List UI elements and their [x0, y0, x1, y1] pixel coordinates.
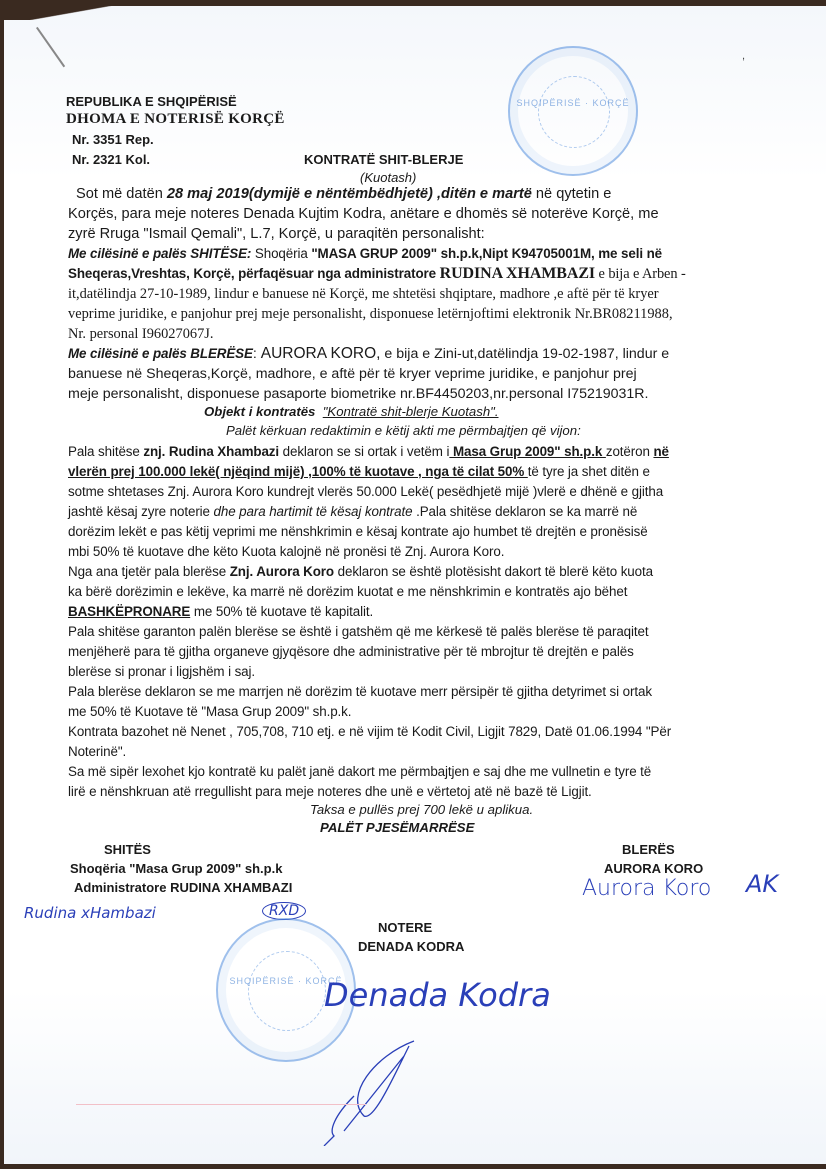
seller-line-3: it,datëlindja 27-10-1989, lindur e banuese në Korçë, me shtetësi shqiptare, madhore ,e aftë për të kryer [68, 286, 659, 302]
seller-line-2 [68, 264, 788, 284]
p1-line-1 [68, 442, 788, 462]
p2-l1-b: deklaron se është plotësisht dakort të blerë këto kuota [334, 564, 653, 579]
buyer-initials: AK [746, 870, 779, 898]
stamp-emblem [538, 76, 611, 149]
p1-line-4 [68, 502, 788, 522]
buyer-label: Me cilësinë e palës BLERËSE [68, 346, 253, 361]
p2-l1-a: Nga ana tjetër pala blerëse [68, 564, 230, 579]
seller-role: SHITËS [104, 842, 151, 857]
p6-line-1: Sa më sipër lexohet kjo kontratë ku palët janë dakort me përmbajtjen e saj dhe me vullnetin e tyre të [68, 764, 652, 779]
p1-share-value: vlerën prej 100.000 lekë( njëqind mijë) ,100% të kuotave , nga të cilat 50% [68, 464, 528, 479]
stamp-text-bottom: SHQIPËRISË · KORÇË [229, 976, 343, 986]
buyer-name: AURORA KORO, [260, 345, 381, 362]
intro-line-3: zyrë Rruga "Ismail Qemali", L.7, Korçë, u paraqitën personalisht: [68, 226, 485, 242]
object-intro: Palët kërkuan redaktimin e këtij akti me përmbajtjen që vijon: [226, 423, 581, 438]
p1-line-3: sotme shtetases Znj. Aurora Koro kundrejt vlerës 50.000 Lekë( pesëdhjetë mijë )vlerë e dhënë e gjitha [68, 484, 664, 499]
seller-initials: RXD [262, 902, 306, 920]
buyer-role: BLERËS [622, 842, 675, 857]
contract-object [204, 404, 499, 419]
p1-line-5: dorëzim lekët e pas këtij veprimi me nënshkrimin e kësaj kontrate ajo humbet të drejtën e pronësisë [68, 524, 648, 539]
p4-line-2: me 50% të Kuotave të "Masa Grup 2009" sh.p.k. [68, 704, 352, 719]
p1-seller-name: znj. Rudina Xhambazi [143, 444, 280, 459]
buyer-line-2: banuese në Sheqeras,Korçë, madhore, e aftë për të kryer veprime juridike, e panjohur prej [68, 366, 637, 382]
notary-flourish [314, 1036, 434, 1146]
intro-line-1 [76, 184, 788, 204]
notary-name: DENADA KODRA [358, 939, 465, 954]
document-subtitle: (Kuotash) [360, 170, 417, 185]
buyer-details: e bija e Zini-ut,datëlindja 19-02-1987, lindur e [380, 346, 670, 362]
co-owner-label: BASHKËPRONARE [68, 604, 191, 619]
seller-line-1 [68, 244, 788, 264]
p2-buyer-name: Znj. Aurora Koro [229, 564, 335, 579]
object-label: Objekt i kontratës [204, 404, 316, 419]
intro-prefix: Sot më datën [76, 186, 167, 202]
p2-line-3 [68, 602, 788, 622]
notary-stamp-top [508, 46, 638, 176]
buyer-line-3: meje personalisht, disponuese pasaporte biometrike nr.BF4450203,nr.personal I75219031R. [68, 386, 649, 402]
parties-heading: PALËT PJESËMARRËSE [320, 820, 475, 835]
notary-signature: Denada Kodra [324, 976, 551, 1014]
stamp-emblem-bottom [248, 951, 326, 1031]
page-fold [4, 6, 184, 20]
p3-line-1: Pala shitëse garanton palën blerëse se është i gatshëm që me kërkesë të palës blerëse të paraqitet [68, 624, 649, 639]
seller-line-4: veprime juridike, e panjohur prej meje personalisht, disponuese letërnjoftimi elektronik Nr.BR08211988, [68, 306, 673, 322]
p1-text-c: zotëron [605, 444, 654, 459]
p1-line-6: mbi 50% të kuotave dhe këto Kuota kalojnë në pronësi të Znj. Aurora Koro. [68, 544, 505, 559]
buyer-line-1 [68, 344, 788, 364]
p5-line-2: Noterinë". [68, 744, 127, 759]
republic-heading: REPUBLIKA E SHQIPËRISË [66, 94, 237, 109]
faint-line [76, 1104, 366, 1105]
p1-text: Pala shitëse [68, 444, 144, 459]
contract-date: 28 maj 2019(dymijë e nëntëmbëdhjetë) ,ditën e martë [166, 186, 532, 202]
intro-suffix: në qytetin e [531, 186, 612, 202]
p1-text-d: në [653, 444, 669, 459]
p3-line-3: blerëse si pronar i ligjshëm i saj. [68, 664, 256, 679]
p1-line-2 [68, 462, 788, 482]
seller-signature: Rudina xHambazi [24, 904, 156, 922]
seller-parent: e bija e Arben - [595, 266, 686, 282]
seller-admin-sign: Administratore RUDINA XHAMBAZI [74, 880, 293, 895]
seller-company: "MASA GRUP 2009" sh.p.k,Nipt K94705001M, me seli në [311, 246, 662, 261]
seller-company-sign: Shoqëria "Masa Grup 2009" sh.p.k [70, 861, 283, 876]
p1-l4-b: .Pala shitëse deklaron se ka marrë në [412, 504, 638, 519]
buyer-name-sign: AURORA KORO [604, 861, 704, 876]
buyer-signature: Aurora Koro [582, 876, 712, 901]
p2-line-2: ka bërë dorëzimin e lekëve, ka marrë në dorëzim kuotat e me nënshkrimin e kontratës ajo bëhet [68, 584, 628, 599]
p1-l4-a: jashtë kësaj zyre noterie [68, 504, 214, 519]
seller-line-5: Nr. personal I96027067J. [68, 326, 214, 342]
intro-line-2: Korçës, para meje noteres Denada Kujtim Kodra, anëtare e dhomës së noterëve Korçë, me [68, 206, 659, 222]
p1-line-2-rest: të tyre ja shet ditën e [527, 464, 650, 479]
stamp-tax-note: Taksa e pullës prej 700 lekë u aplikua. [310, 802, 534, 817]
seller-admin-name: RUDINA XHAMBAZI [439, 265, 596, 282]
buyer-colon: : [252, 346, 257, 362]
p6-line-2: lirë e nënshkruan atë rregullisht para meje noteres dhe unë e vërtetoj atë në bazë të Ligjit. [68, 784, 592, 799]
p2-line-1 [68, 562, 788, 582]
object-value: "Kontratë shit-blerje Kuotash". [322, 404, 499, 419]
kol-number: Nr. 2321 Kol. [72, 152, 151, 167]
p1-company: Masa Grup 2009" sh.p.k [449, 444, 606, 459]
p5-line-1: Kontrata bazohet në Nenet , 705,708, 710 etj. e në vijim të Kodit Civil, Ligjit 7829, Datë 01.06.1994 "Për [68, 724, 672, 739]
pen-mark [36, 27, 65, 67]
stamp-text: SHQIPËRISË · KORÇË [516, 98, 630, 109]
document-title: KONTRATË SHIT-BLERJE [304, 152, 464, 167]
ink-speck: , [742, 50, 746, 62]
p4-line-1: Pala blerëse deklaron se me marrjen në dorëzim të kuotave merr përsipër të gjitha detyrimet si ortak [68, 684, 652, 699]
p1-text-b: deklaron se si ortak i vetëm i [279, 444, 450, 459]
notary-role: NOTERE [378, 920, 433, 935]
p2-l3-rest: me 50% të kuotave të kapitalit. [190, 604, 374, 619]
seller-label: Me cilësinë e palës SHITËSE: [68, 246, 252, 261]
p3-line-2: menjëherë para të gjitha organeve gjyqësore dhe administrative për të mbrojtur të drejtën e palës [68, 644, 634, 659]
p1-l4-italic: dhe para hartimit të kësaj kontrate [213, 504, 413, 519]
chamber-heading: DHOMA E NOTERISË KORÇË [66, 111, 285, 127]
rep-number: Nr. 3351 Rep. [72, 132, 154, 147]
seller-address: Sheqeras,Vreshtas, Korçë, përfaqësuar nga administratore [68, 266, 440, 281]
seller-text: Shoqëria [251, 246, 312, 261]
contract-page [4, 6, 826, 1164]
